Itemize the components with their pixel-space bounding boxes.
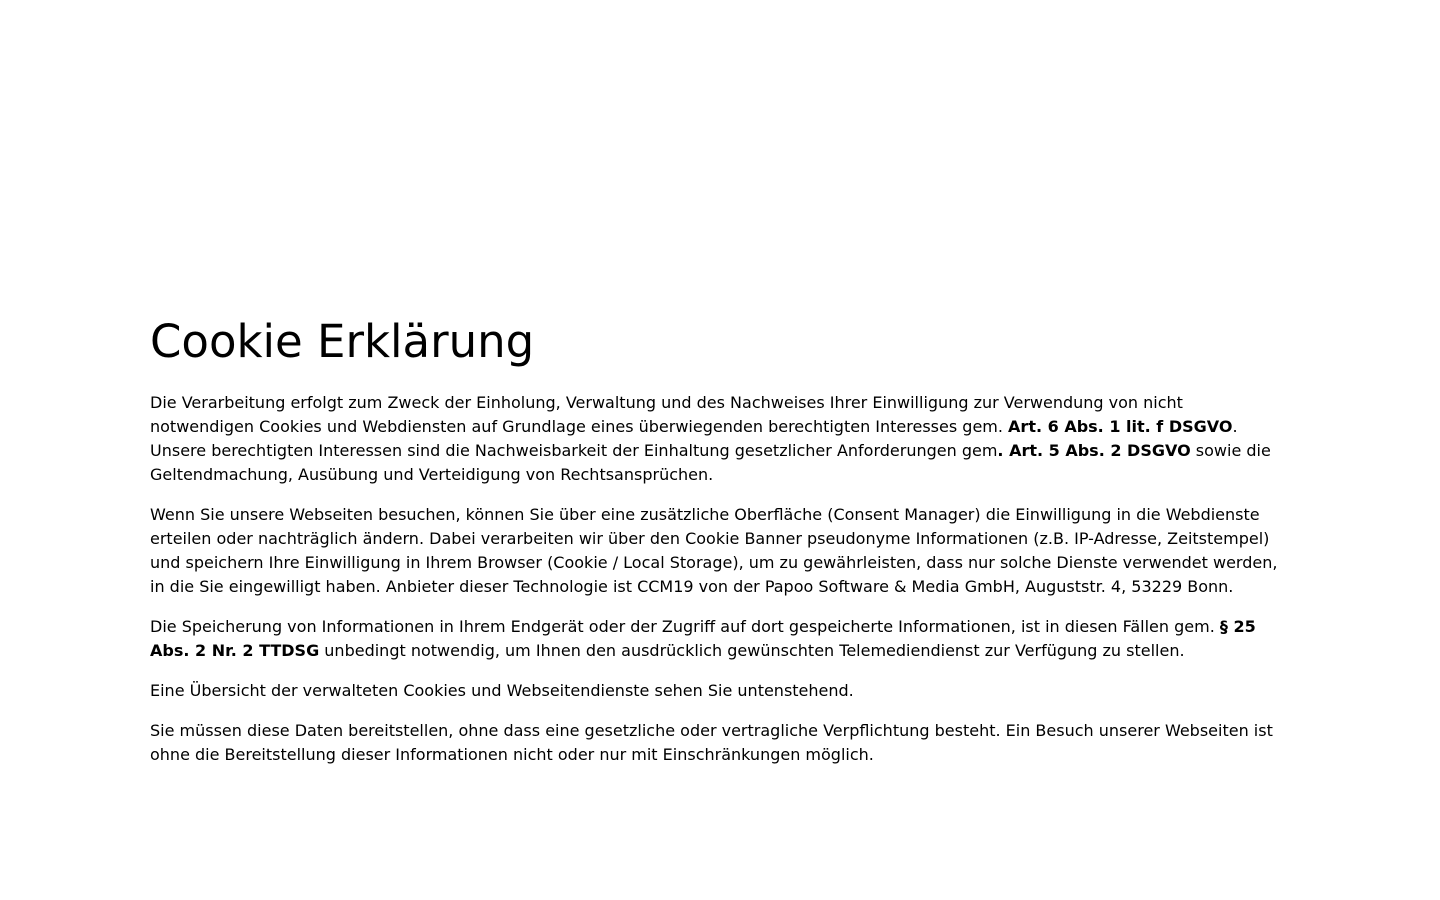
paragraph-legal-basis xyxy=(150,391,1290,487)
text-segment: unbedingt notwendig, um Ihnen den ausdrücklich gewünschten Telemediendienst zur Verfügung zu stellen. xyxy=(319,641,1185,660)
legal-reference: Art. 6 Abs. 1 lit. f DSGVO xyxy=(1008,417,1233,436)
text-segment: . Unsere berechtigten Interessen sind die Nachweisbarkeit der Einhaltung gesetzlicher Anforderungen gem xyxy=(150,417,1238,460)
cookie-declaration-section xyxy=(150,316,1290,783)
paragraph-overview: Eine Übersicht der verwalteten Cookies und Webseitendienste sehen Sie untenstehend. xyxy=(150,681,854,700)
paragraph-storage xyxy=(150,615,1290,663)
text-segment: sowie die Geltendmachung, Ausübung und Verteidigung von Rechtsansprüchen. xyxy=(150,441,1271,484)
text-segment: Die Speicherung von Informationen in Ihrem Endgerät oder der Zugriff auf dort gespeicherte Informationen, ist in diesen Fällen gem. xyxy=(150,617,1220,636)
legal-reference: § 25 Abs. 2 Nr. 2 TTDSG xyxy=(150,617,1256,660)
legal-reference: . Art. 5 Abs. 2 DSGVO xyxy=(997,441,1191,460)
page-title: Cookie Erklärung xyxy=(150,315,535,368)
text-segment: Die Verarbeitung erfolgt zum Zweck der Einholung, Verwaltung und des Nachweises Ihrer Einwilligung zur Verwendung von nicht notwendigen Cookies und Webdiensten auf Grundlage eines überwiegenden berechtigten Interesses gem. xyxy=(150,393,1183,436)
paragraph-obligation: Sie müssen diese Daten bereitstellen, ohne dass eine gesetzliche oder vertragliche Verpflichtung besteht. Ein Besuch unserer Webseiten ist ohne die Bereitstellung dieser Informationen nicht oder nur mit Einschränkungen möglich. xyxy=(150,721,1273,764)
paragraph-consent-manager: Wenn Sie unsere Webseiten besuchen, können Sie über eine zusätzliche Oberfläche (Consent Manager) die Einwilligung in die Webdienste erteilen oder nachträglich ändern. Dabei verarbeiten wir über den Cookie Banner pseudonyme Informationen (z.B. IP-Adresse, Zeitstempel) und speichern Ihre Einwilligung in Ihrem Browser (Cookie / Local Storage), um zu gewährleisten, dass nur solche Dienste verwendet werden, in die Sie eingewilligt haben. Anbieter dieser Technologie ist CCM19 von der Papoo Software & Media GmbH, Auguststr. 4, 53229 Bonn. xyxy=(150,505,1278,596)
